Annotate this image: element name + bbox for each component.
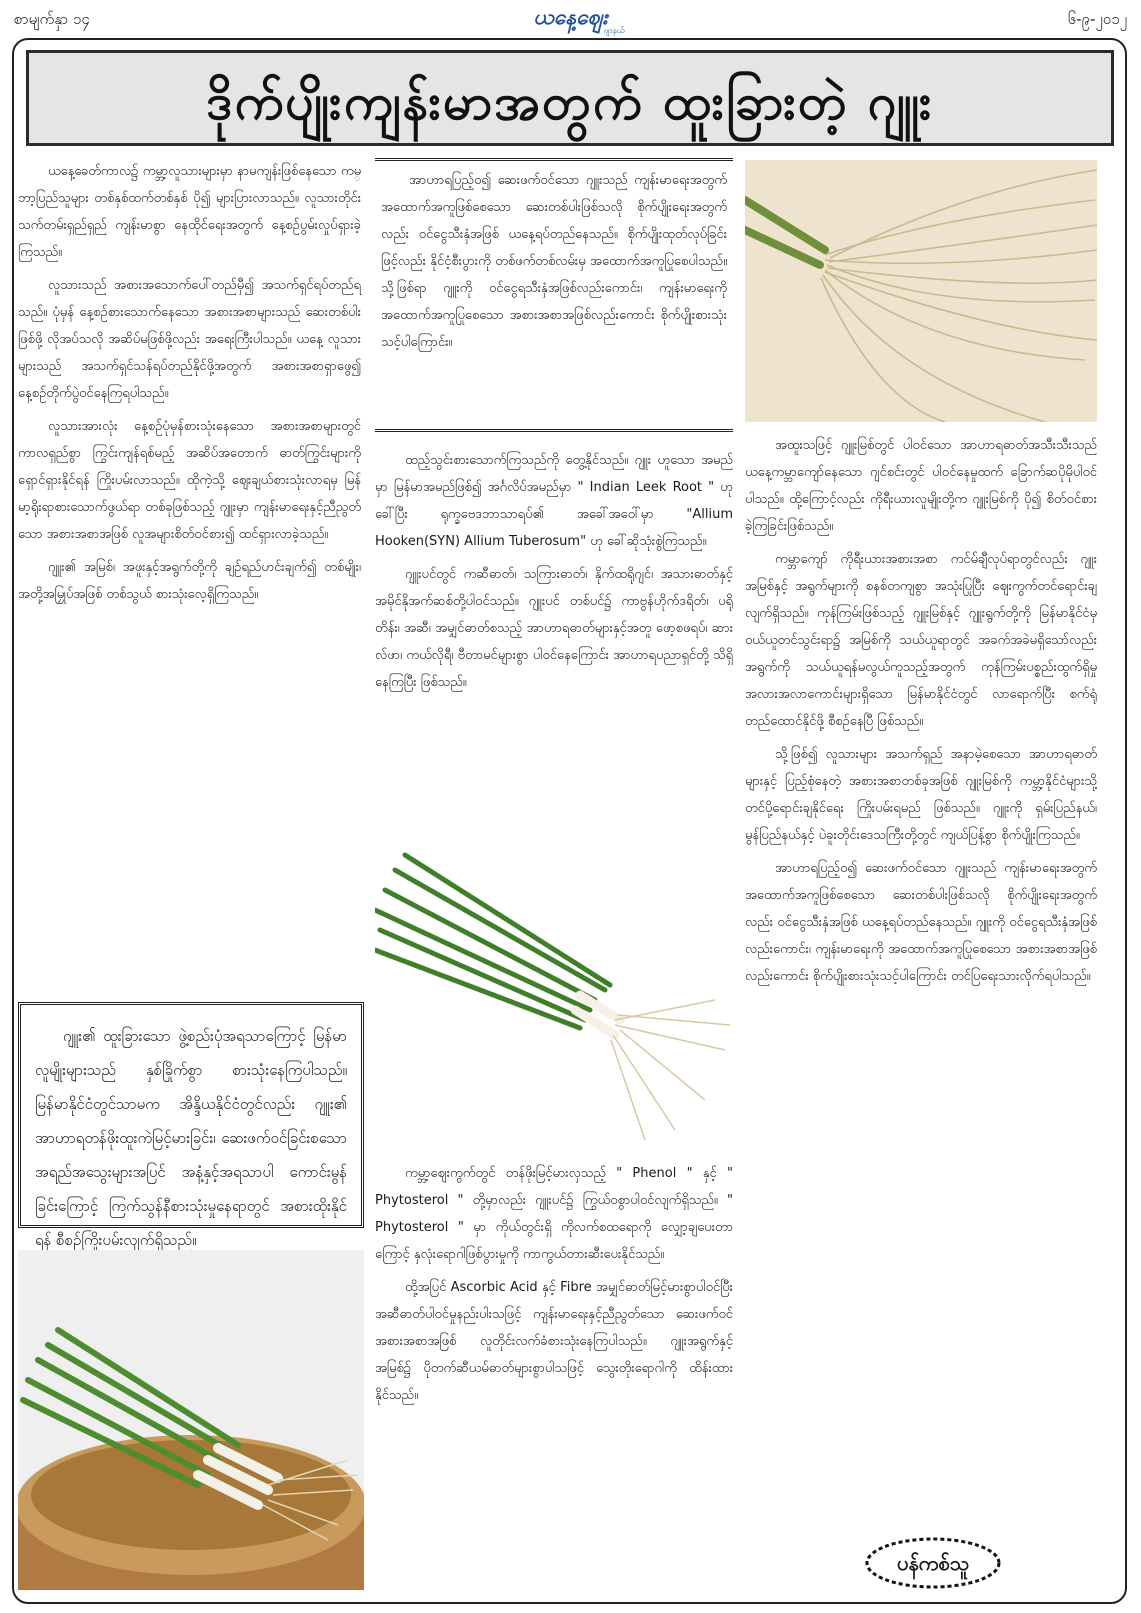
summary-box [375,158,733,432]
paragraph: ဂျူးပင်တွင် ကဆီဓာတ်၊ သကြားဓာတ်၊ နိုက်ထရိုဂျင်၊ အသားဓာတ်နှင့် အမိုင်နိုအက်ဆစ်တို့ပါဝင်သည်။ ဂျူးပင် တစ်ပင်၌ ကာဗွန်ဟိုက်ဒရိတ်၊ ပရိုတိန်း၊ အဆီ၊ အမျှင်ဓာတ်စသည့် အာဟာရဓာတ်များနှင့်အတူ ဖော့စဖရပ်၊ ဆားလ်ဖာ၊ ကယ်လိုရီ၊ ဗီတာမင်များစွာ ပါဝင်နေကြောင်း အာဟာရပညာရှင်တို့ သိရှိနေကြပြီး ဖြစ်သည်။ [375,567,733,690]
summary-text: အာဟာရပြည့်ဝ၍ ဆေးဖက်ဝင်သော ဂျူးသည် ကျန်းမာရေးအတွက် အထောက်အကူဖြစ်စေသော ဆေးတစ်ပါးဖြစ်သလို စိုက်ပျိုးရေးအတွက်လည်း ဝင်ငွေသီးနှံအဖြစ် ယနေ့ရပ်တည်နေသည်။ စိုက်ပျိုးထုတ်လုပ်ခြင်းဖြင့်လည်း နိုင်ငံ့စီးပွားကို တစ်ဖက်တစ်လမ်းမှ အထောက်အကူပြုစေပါသည်။ သို့ဖြစ်ရာ ဂျူးကို ဝင်ငွေရသီးနှံအဖြစ်လည်းကောင်း၊ ကျန်းမာရေးကို အထောက်အကူပြုစေသော အစားအစာအဖြစ်လည်းကောင်း စိုက်ပျိုးစားသုံးသင့်ပါကြောင်း။ [381,173,727,350]
paragraph: သို့ဖြစ်၍ လူသားများ အသက်ရှည် အနာမဲ့စေသော အာဟာရဓာတ်များနှင့် ပြည့်စုံနေတဲ့ အစားအစာတစ်ခုအဖြစ် ဂျူးမြစ်ကို ကမ္ဘာ့နိုင်ငံများသို့ တင်ပို့ရောင်းချနိုင်ရေး ကြိုးပမ်းရမည် ဖြစ်သည်။ ဂျူးကို ရှမ်းပြည်နယ်၊ မွန်ပြည်နယ်နှင့် ပဲခူးတိုင်းဒေသကြီးတို့တွင် ကျယ်ပြန့်စွာ စိုက်ပျိုးကြသည်။ [745,747,1097,843]
author-byline [864,1536,1002,1590]
paragraph: လူသားသည် အစားအသောက်ပေါ်တည်မှီ၍ အသက်ရှင်ရပ်တည်ရသည်။ ပုံမှန် နေ့စဉ်စားသောက်နေသော အစားအစာများသည် ဆေးတစ်ပါးဖြစ်ဖို့ လိုအပ်သလို အဆိပ်မဖြစ်ဖို့လည်း အရေးကြီးပါသည်။ ယနေ့ လူသားများသည် အသက်ရှင်သန်ရပ်တည်နိုင်ဖို့အတွက် အစားအစာရှာဖွေ၍ နေ့စဉ်တိုက်ပွဲဝင်နေကြရပါသည်။ [18,278,361,401]
author-name: ပန်ကစ်သူ [897,1551,969,1575]
left-column [18,158,361,614]
paragraph: လူသားအားလုံး နေ့စဉ်ပုံမှန်စားသုံးနေသော အစားအစာများတွင် ကာလရှည်စွာ ကြွင်းကျန်ရစ်မည့် အဆိပ်အတောက် ဓာတ်ကြွင်းများကို ရှောင်ရှားနိုင်ရန် ကြိုးပမ်းလာသည်။ ထိုကဲ့သို့ ဈေးချယ်စားသုံးလာရမှ မြန်မာ့ရိုးရာစားသောက်ဖွယ်ရာ တစ်ခုဖြစ်သည့် ဂျူးမှာ ကျန်းမာရေးနှင့်ညီညွတ်သော အစားအစာအဖြစ် လူအများစိတ်ဝင်စား၍ ထင်ရှားလာခဲ့သည်။ [18,419,361,542]
page-number: စာမျက်နှာ ၁၄ [14,10,90,28]
paragraph: အာဟာရပြည့်ဝ၍ ဆေးဖက်ဝင်သော ဂျူးသည် ကျန်းမာရေးအတွက် အထောက်အကူဖြစ်စေသော ဆေးတစ်ပါးဖြစ်သလို စိုက်ပျိုးရေးအတွက်လည်း ဝင်ငွေသီးနှံအဖြစ် ယနေ့ရပ်တည်နေသည်။ ဂျူးကို ဝင်ငွေရသီးနှံအဖြစ်လည်းကောင်း၊ ကျန်းမာရေးကို အထောက်အကူပြုစေသော အစားအစာအဖြစ်လည်းကောင်း စိုက်ပျိုးစားသုံးသင့်ပါကြောင်း တင်ပြရေးသားလိုက်ရပါသည်။ [745,861,1097,984]
middle-column [375,447,733,702]
paragraph: ကမ္ဘာ့ဈေးကွက်တွင် တန်ဖိုးမြင့်မားလှသည့် " Phenol " နှင့် " Phytosterol " တို့မှာလည်း ဂျူးပင်၌ ကြွယ်ဝစွာပါဝင်လျက်ရှိသည်။ " Phytosterol " မှာ ကိုယ်တွင်းရှိ ကိုလက်စထရောကို လျှော့ချပေးတာကြောင့် နှလုံးရောဂါဖြစ်ပွားမှုကို ကာကွယ်တားဆီးပေးနိုင်သည်။ [375,1166,733,1262]
issue-date: ၆-၉-၂၀၁၂ [1067,10,1127,28]
spring-onion-basket-image [18,1250,364,1590]
masthead-tag: ဂျာနယ် [603,26,625,35]
pull-quote-box [18,1002,364,1249]
headline-box [26,50,1114,146]
paragraph: ယနေ့ခေတ်ကာလ၌ ကမ္ဘာ့လူသားများမှာ နာမကျန်းဖြစ်နေသော ကမ္ဘာ့ပြည်သူများ တစ်နှစ်ထက်တစ်နှစ် ပို၍ များပြားလာသည်။ လူသားတိုင်း သက်တမ်းရှည်ရှည် ကျန်းမာစွာ နေထိုင်ရေးအတွက် နေ့စဉ်ပွမ်းလှုပ်ရှားခဲ့ကြသည်။ [18,164,361,260]
paragraph: ထို့အပြင် Ascorbic Acid နှင့် Fibre အမျှင်ဓာတ်မြင့်မားစွာပါဝင်ပြီး အဆီဓာတ်ပါဝင်မှုနည်းပါးသဖြင့် ကျန်းမာရေးနှင့်ညီညွတ်သော ဆေးဖက်ဝင်အစားအစာအဖြစ် လူတိုင်းလက်ခံစားသုံးနေကြပါသည်။ ဂျူးအရွက်နှင့် အမြစ်၌ ပိုတက်ဆီယမ်ဓာတ်များစွာပါသဖြင့် သွေးတိုးရောဂါကို ထိန်းထားနိုင်သည်။ [375,1280,733,1403]
pull-quote-text: ဂျူး၏ ထူးခြားသော ဖွဲ့စည်းပုံအရသာကြောင့် မြန်မာလူမျိုးများသည် နှစ်ခြိုက်စွာ စားသုံးနေကြပါသည်။ မြန်မာနိုင်ငံတွင်သာမက အိန္ဒိယနိုင်ငံတွင်လည်း ဂျူး၏ အာဟာရတန်ဖိုးထူးကဲမြင့်မားခြင်း၊ ဆေးဖက်ဝင်ခြင်းစသော အရည်အသွေးများအပြင် အနံ့နှင့်အရသာပါ ကောင်းမွန်ခြင်းကြောင့် ကြက်သွန်နီစားသုံးမှုနေရာတွင် အစားထိုးနိုင်ရန် စီစဉ်ကြိုးပမ်းလျက်ရှိသည်။ [35,1027,347,1249]
leek-roots-image [745,160,1097,422]
paragraph: ထည့်သွင်းစားသောက်ကြသည်ကို တွေ့နိုင်သည်။ ဂျူး ဟူသော အမည်မှာ မြန်မာအမည်ဖြစ်၍ အင်္ဂလိပ်အမည်မှာ " Indian Leek Root " ဟုခေါ်ပြီး ရုက္ခဗေဒဘာသာရပ်၏ အခေါ်အဝေါ်မှာ "Allium Hooken(SYN) Allium Tuberosum" ဟု ခေါ်ဆိုသုံးစွဲကြသည်။ [375,453,733,549]
headline: ဒိုက်ပျိုးကျန်းမာအတွက် ထူးခြားတဲ့ ဂျူး [206,72,934,131]
paragraph: ကမ္ဘာကျော် ကိုရီးယားအစားအစာ ကင်မ်ချီလုပ်ရာတွင်လည်း ဂျူးအမြစ်နှင့် အရွက်များကို စနစ်တကျစွာ အသုံးပြုပြီး ဈေးကွက်တင်ရောင်းချလျက်ရှိသည်။ ကုန်ကြမ်းဖြစ်သည့် ဂျူးမြစ်နှင့် ဂျူးရွက်တို့ကို မြန်မာနိုင်ငံမှ ဝယ်ယူတင်သွင်းရာ၌ အမြစ်ကို သယ်ယူရာတွင် အခက်အခဲမရှိသော်လည်း အရွက်ကို သယ်ယူရန်မလွယ်ကူသည့်အတွက် ကုန်ကြမ်းပစ္စည်းထွက်ရှိမှု အလားအလာကောင်းများရှိသော မြန်မာနိုင်ငံတွင် လာရောက်ပြီး စက်ရုံတည်ထောင်နိုင်ဖို့ စီစဉ်နေပြီ ဖြစ်သည်။ [745,552,1097,729]
paragraph: ဂျူး၏ အမြစ်၊ အဖူးနှင့်အရွက်တို့ကို ချဉ်ရည်ဟင်းချက်၍ တစ်မျိုး၊ အတို့အမြှုပ်အဖြစ် တစ်သွယ် စားသုံးလေ့ရှိကြသည်။ [18,560,361,602]
right-column [745,432,1097,996]
middle-column-lower [375,1160,733,1415]
top-bar [14,4,1127,38]
leek-bunch-image [375,830,733,1146]
paragraph: အထူးသဖြင့် ဂျူးမြစ်တွင် ပါဝင်သော အာဟာရဓာတ်အသီးသီးသည် ယနေ့ကမ္ဘာကျော်နေသော ဂျင်စင်းတွင် ပါဝင်နေမှုထက် ခြောက်ဆပိုမိုပါဝင်ပါသည်။ ထို့ကြောင့်လည်း ကိုရီးယားလူမျိုးတို့က ဂျူးမြစ်ကို ပို၍ စိတ်ဝင်စားခဲ့ကြခြင်းဖြစ်သည်။ [745,438,1097,534]
masthead-name: ယနေ့ဈေး [533,5,608,29]
masthead-logo [513,4,629,38]
